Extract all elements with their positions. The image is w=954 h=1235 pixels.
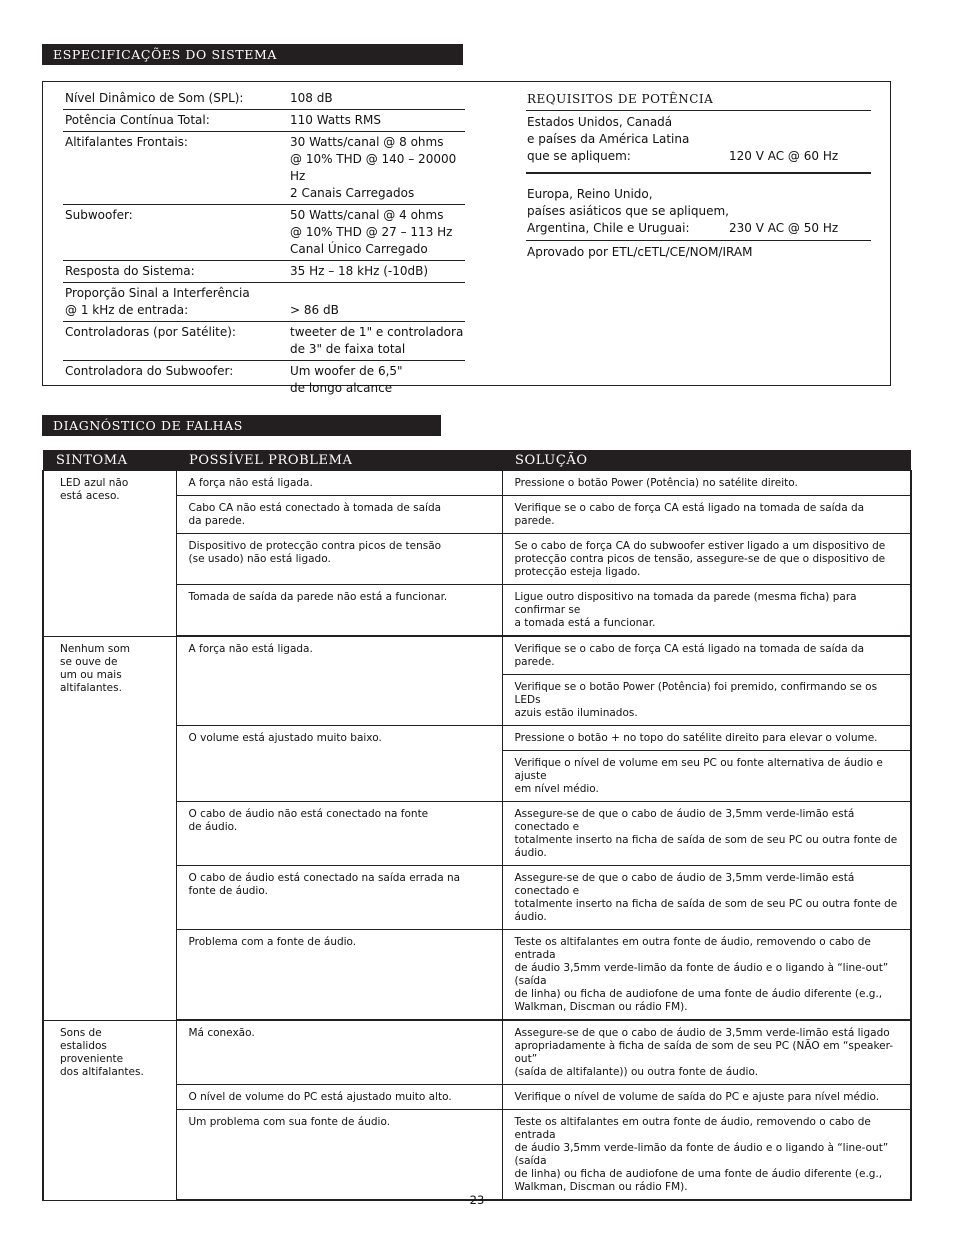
- solution-cell: Pressione o botão Power (Potência) no satélite direito.: [502, 471, 911, 496]
- spec-label: Controladoras (por Satélite):: [65, 325, 236, 339]
- specs-heading: ESPECIFICAÇÕES DO SISTEMA: [42, 44, 463, 65]
- problem-cell: Um problema com sua fonte de áudio.: [176, 1110, 502, 1201]
- spec-row: [63, 132, 465, 205]
- specs-box: [42, 81, 891, 395]
- power-value: 230 V AC @ 50 Hz: [729, 221, 839, 235]
- solution-cell: Assegure-se de que o cabo de áudio de 3,5mm verde-limão está conectado e totalmente inserto na ficha de saída de som de seu PC ou outra fonte de áudio.: [502, 802, 911, 866]
- solution-cell: Verifique o nível de volume de saída do PC e ajuste para nível médio.: [502, 1085, 911, 1110]
- solution-cell: Se o cabo de força CA do subwoofer estiver ligado a um dispositivo de protecção contra picos de tensão, assegure-se de que o dispositivo de protecção esteja ligado.: [502, 534, 911, 585]
- column-header-symptom: SINTOMA: [43, 450, 176, 471]
- spec-row: [63, 361, 465, 399]
- spec-value: > 86 dB: [290, 303, 339, 317]
- spec-label: Resposta do Sistema:: [65, 264, 195, 278]
- solution-cell: Verifique o nível de volume em seu PC ou fonte alternativa de áudio e ajuste em nível médio.: [502, 751, 911, 802]
- spec-value: 108 dB: [290, 91, 333, 105]
- specs-table: [63, 88, 465, 399]
- spec-value: 110 Watts RMS: [290, 113, 381, 127]
- spec-label: Altifalantes Frontais:: [65, 135, 188, 149]
- spec-row: [63, 88, 465, 110]
- power-row: [526, 111, 871, 174]
- solution-cell: Verifique se o botão Power (Potência) foi premido, confirmando se os LEDs azuis estão iluminados.: [502, 675, 911, 726]
- spec-value: Um woofer de 6,5" de longo alcance: [290, 364, 403, 395]
- spec-label: Controladora do Subwoofer:: [65, 364, 234, 378]
- spec-label: Subwoofer:: [65, 208, 133, 222]
- diagnostics-table: [42, 450, 912, 1201]
- solution-cell: Pressione o botão + no topo do satélite direito para elevar o volume.: [502, 726, 911, 751]
- table-row: [43, 471, 911, 496]
- column-header-problem: POSSÍVEL PROBLEMA: [176, 450, 502, 471]
- problem-cell: O nível de volume do PC está ajustado muito alto.: [176, 1085, 502, 1110]
- power-title: REQUISITOS DE POTÊNCIA: [526, 89, 871, 111]
- solution-cell: Verifique se o cabo de força CA está ligado na tomada de saída da parede.: [502, 636, 911, 675]
- problem-cell: Tomada de saída da parede não está a funcionar.: [176, 585, 502, 637]
- spec-value: 50 Watts/canal @ 4 ohms @ 10% THD @ 27 – 113 Hz Canal Único Carregado: [290, 208, 453, 256]
- spec-label: Proporção Sinal a Interferência @ 1 kHz de entrada:: [65, 286, 250, 317]
- spec-value: 30 Watts/canal @ 8 ohms @ 10% THD @ 140 – 20000 Hz 2 Canais Carregados: [290, 135, 457, 200]
- power-row: [526, 183, 871, 241]
- problem-cell: Dispositivo de protecção contra picos de tensão (se usado) não está ligado.: [176, 534, 502, 585]
- solution-cell: Teste os altifalantes em outra fonte de áudio, removendo o cabo de entrada de áudio 3,5mm verde-limão da fonte de áudio e o ligando à “line-out” (saída de linha) ou ficha de audiofone de uma fonte de áudio diferente (e.g., Walkman, Discman ou rádio FM).: [502, 930, 911, 1021]
- table-header-row: [43, 450, 911, 471]
- problem-cell: Má conexão.: [176, 1020, 502, 1085]
- column-header-solution: SOLUÇÃO: [502, 450, 911, 471]
- solution-cell: Verifique se o cabo de força CA está ligado na tomada de saída da parede.: [502, 496, 911, 534]
- solution-cell: Ligue outro dispositivo na tomada da parede (mesma ficha) para confirmar se a tomada está a funcionar.: [502, 585, 911, 637]
- spec-row: [63, 283, 465, 322]
- page-number: 23: [469, 1193, 485, 1207]
- solution-cell: Assegure-se de que o cabo de áudio de 3,5mm verde-limão está ligado apropriadamente à ficha de saída de som de seu PC (NÃO em “speaker-out” (saída de altifalante)) ou outra fonte de áudio.: [502, 1020, 911, 1085]
- spec-row: [63, 110, 465, 132]
- spec-row: [63, 322, 465, 361]
- solution-cell: Assegure-se de que o cabo de áudio de 3,5mm verde-limão está conectado e totalmente inserto na ficha de saída de som de seu PC ou outra fonte de áudio.: [502, 866, 911, 930]
- problem-cell: A força não está ligada.: [176, 636, 502, 726]
- symptom-cell: LED azul não está aceso.: [43, 471, 176, 637]
- symptom-cell: Nenhum som se ouve de um ou mais altifalantes.: [43, 636, 176, 1020]
- problem-cell: O cabo de áudio não está conectado na fonte de áudio.: [176, 802, 502, 866]
- power-value: 120 V AC @ 60 Hz: [729, 149, 839, 163]
- power-label: Europa, Reino Unido, países asiáticos que se apliquem, Argentina, Chile e Uruguai:: [527, 187, 729, 235]
- problem-cell: O volume está ajustado muito baixo.: [176, 726, 502, 802]
- solution-cell: Teste os altifalantes em outra fonte de áudio, removendo o cabo de entrada de áudio 3,5mm verde-limão da fonte de áudio e o ligando à “line-out” (saída de linha) ou ficha de audiofone de uma fonte de áudio diferente (e.g., Walkman, Discman ou rádio FM).: [502, 1110, 911, 1201]
- spec-row: [63, 205, 465, 261]
- spec-row: [63, 261, 465, 283]
- diagnostics-heading: DIAGNÓSTICO DE FALHAS: [42, 415, 441, 436]
- problem-cell: A força não está ligada.: [176, 471, 502, 496]
- table-row: [43, 636, 911, 675]
- power-approval: Aprovado por ETL/cETL/CE/NOM/IRAM: [527, 245, 753, 259]
- symptom-cell: Sons de estalidos proveniente dos altifalantes.: [43, 1020, 176, 1200]
- problem-cell: O cabo de áudio está conectado na saída errada na fonte de áudio.: [176, 866, 502, 930]
- spec-label: Nível Dinâmico de Som (SPL):: [65, 91, 244, 105]
- spec-value: 35 Hz – 18 kHz (-10dB): [290, 264, 429, 278]
- problem-cell: Cabo CA não está conectado à tomada de saída da parede.: [176, 496, 502, 534]
- spec-value: tweeter de 1" e controladora de 3" de faixa total: [290, 325, 464, 356]
- spec-label: Potência Contínua Total:: [65, 113, 210, 127]
- table-row: [43, 1020, 911, 1085]
- power-requirements: [526, 89, 871, 264]
- power-label: Estados Unidos, Canadá e países da América Latina que se apliquem:: [527, 115, 690, 163]
- problem-cell: Problema com a fonte de áudio.: [176, 930, 502, 1021]
